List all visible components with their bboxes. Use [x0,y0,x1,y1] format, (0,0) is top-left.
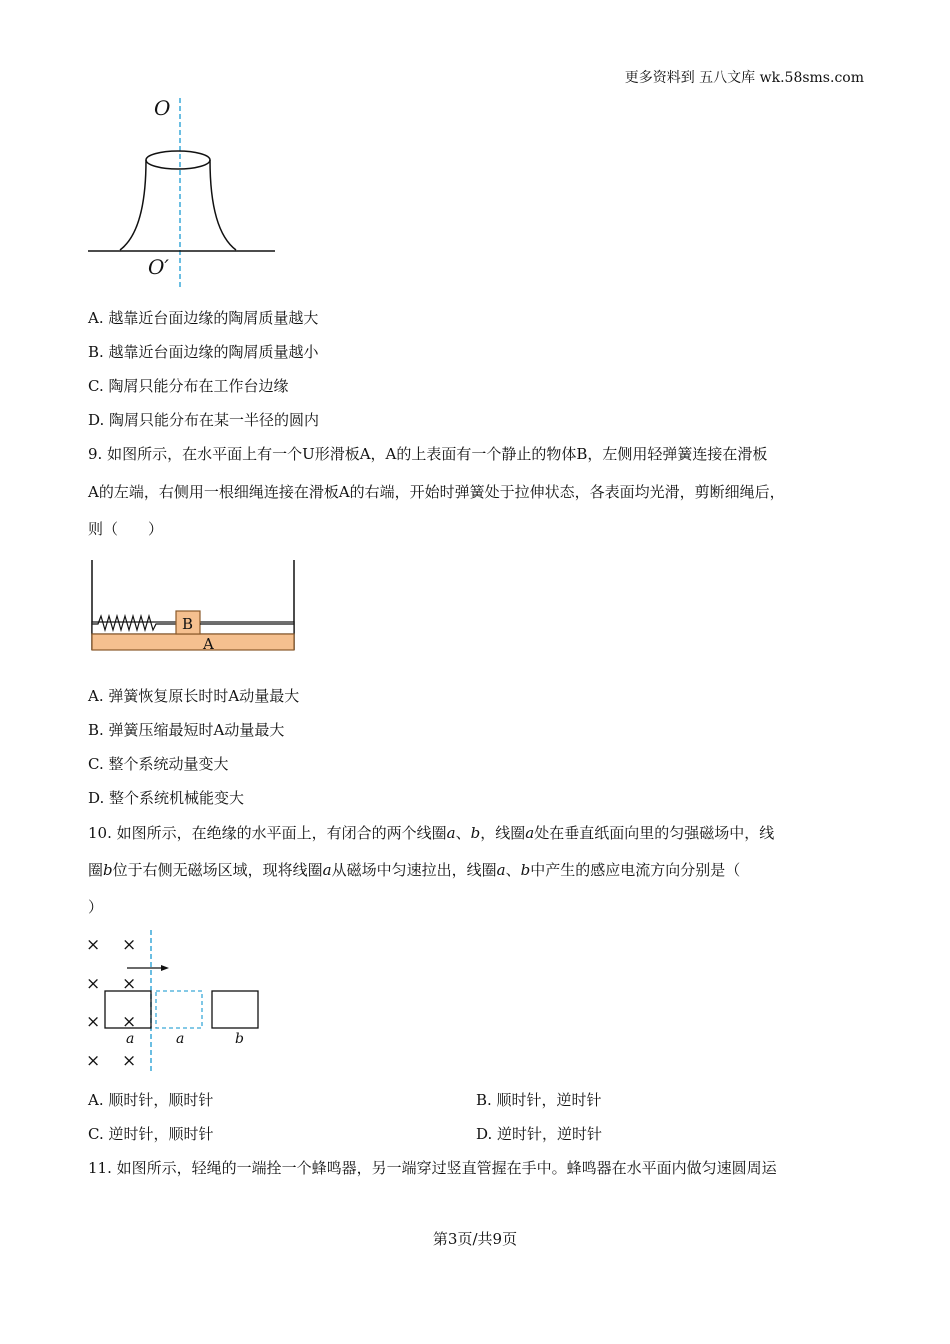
q10-sep: 、 [455,824,471,842]
fig10-magnetic-field [82,928,272,1076]
q10-coil-b: b [470,824,481,842]
q10-option-d: D. 逆时针，逆时针 [476,1125,603,1143]
field-cross: × [122,935,137,955]
fig9-board-a [92,634,294,650]
q10-line1-part2: ，线圈 [480,824,526,842]
q10-stem-line2 [88,860,740,880]
fig8-top-ellipse [146,151,210,169]
q11-stem-line1: 11. 如图所示，轻绳的一端拴一个蜂鸣器，另一端穿过竖直管握在手中。蜂鸣器在水平面内做匀速圆周运 [88,1159,777,1177]
q10-option-b: B. 顺时针，逆时针 [476,1091,602,1109]
q8-option-c: C. 陶屑只能分布在工作台边缘 [88,377,289,395]
q10-sep2: 、 [505,861,521,879]
page-header: 更多资料到 五八文库 wk.58sms.com [624,70,864,86]
q10-line2-part1: 圈 [88,861,104,879]
field-cross: × [86,1012,101,1032]
field-cross: × [86,935,101,955]
q10-line2-part2: 位于右侧无磁场区域，现将线圈 [112,861,323,879]
fig10-label-a-dashed: a [176,1031,185,1047]
q10-coil-a: a [446,824,456,842]
fig10-field-crosses [86,935,136,1071]
fig8-label-o-prime: O′ [148,255,169,279]
q10-option-a: A. 顺时针，顺时针 [88,1091,214,1109]
q9-stem-line2: A的左端，右侧用一根细绳连接在滑板A的右端，开始时弹簧处于拉伸状态，各表面均光滑，剪断细绳后， [88,483,785,501]
q10-coil-b-ref2: b [520,861,531,879]
q10-stem-line3: ） [88,898,104,916]
fig8-left-profile [120,160,146,250]
field-cross: × [122,1051,137,1071]
q10-coil-a-ref: a [525,824,535,842]
field-cross: × [122,974,137,994]
q9-stem-line1: 9. 如图所示，在水平面上有一个U形滑板A，A的上表面有一个静止的物体B，左侧用轻弹簧连接在滑板 [88,445,768,463]
q9-option-b: B. 弹簧压缩最短时A动量最大 [88,721,285,739]
fig9-label-a: A [203,635,214,653]
q10-line2-part3: 从磁场中匀速拉出，线圈 [331,861,497,879]
q9-option-d: D. 整个系统机械能变大 [88,789,245,807]
q8-option-d: D. 陶屑只能分布在某一半径的圆内 [88,411,320,429]
q10-line2-part4: 中产生的感应电流方向分别是（ [530,861,741,879]
field-cross: × [86,1051,101,1071]
fig9-u-board [88,558,300,654]
page-footer: 第3页/共9页 [432,1230,518,1248]
q10-coil-a-ref2: a [322,861,332,879]
q10-line1-part3: 处在垂直纸面向里的匀强磁场中，线 [534,824,775,842]
q9-option-a: A. 弹簧恢复原长时时A动量最大 [88,687,300,705]
fig8-label-o: O [154,96,171,120]
fig10-label-b: b [235,1031,244,1047]
fig10-coil-b [212,991,258,1028]
fig10-coil-a-dashed [156,991,202,1028]
fig9-label-b: B [182,615,194,633]
q9-stem-line3: 则（ ） [88,520,164,538]
q8-option-b: B. 越靠近台面边缘的陶屑质量越小 [88,343,319,361]
field-cross: × [86,974,101,994]
q10-line1-part1: 10. 如图所示，在绝缘的水平面上，有闭合的两个线圈 [88,824,447,842]
fig8-right-profile [210,160,236,250]
q9-option-c: C. 整个系统动量变大 [88,755,229,773]
fig10-label-a: a [126,1031,135,1047]
q10-stem-line1 [88,823,774,843]
q10-coil-b-ref: b [103,861,113,879]
field-cross: × [122,1012,137,1032]
q10-option-c: C. 逆时针，顺时针 [88,1125,214,1143]
fig10-arrow-head [161,965,169,971]
q10-coil-a-ref3: a [496,861,506,879]
fig8-pottery-wheel [80,90,290,295]
q8-option-a: A. 越靠近台面边缘的陶屑质量越大 [88,309,319,327]
